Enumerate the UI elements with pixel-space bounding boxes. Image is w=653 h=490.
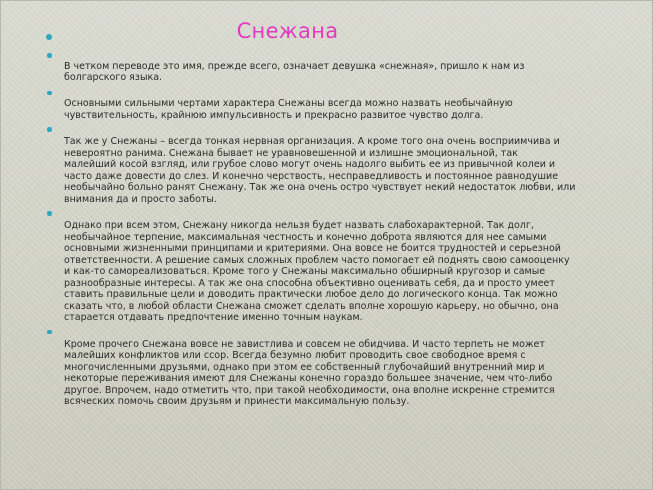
empty-bullet-item (46, 324, 618, 339)
paragraph-text: Однако при всем этом, Снежану никогда нельзя будет назвать слабохарактерной. Так долг, необычайное терпение, максимальная честность и конечно доброта являются для нее самыми основными жизненными принципами и критериями. Она вовсе не боится трудностей и серьезной ответственности. А решение самых сложных проблем часто помогает ей поднять свою самооценку и как-то самореализоваться. Кроме того у Снежаны максимально обширный кругозор и самые разнообразные интересы. А так же она способна объективно оценивать себя, да и просто умеет ставить правильные цели и доводить практически любое дело до логического конца. Так можно сказать что, в любой области Снежана сможет сделать вполне хорошую карьеру, но обычно, она старается отдавать предпочтение именно точным наукам. (64, 220, 570, 323)
empty-bullet-item (46, 121, 618, 136)
paragraph-sensitivity (46, 136, 618, 205)
paragraph-text: Основными сильными чертами характера Снежаны всегда можно назвать необычайную чувствительность, крайнюю импульсивность и прекрасно развитое чувство долга. (64, 98, 513, 121)
bullet-icon (47, 91, 52, 96)
paragraph-text: Кроме прочего Снежана вовсе не завистлива и совсем не обидчива. И часто терпеть не может малейших конфликтов или ссор. Всегда безумно любит проводить свое свободное время с многочисленными друзьями, однако при этом ее собственный глубочайший внутренний мир и некоторые переживания имеют для Снежаны конечно гораздо большее значение, чем что-либо другое. Впрочем, надо отметить что, при такой необходимости, она вполне искренне стремится всяческих помочь своим друзьям и принести максимальную пользу. (64, 338, 555, 407)
paragraph-character-traits (46, 87, 618, 122)
paragraph-text: Так же у Снежаны – всегда тонкая нервная организация. А кроме того она очень восприимчива и невероятно ранима. Снежана бывает не уравновешенной и излишне эмоциональной, так малейший косой взгляд, или грубое слово могут очень надолго выбить ее из привычной колеи и часто даже довести до слез. И конечно черствость, несправедливость и постоянное равнодушие необычайно больно ранят Снежану. Так же она очень остро чувствует некий недостаток любви, или внимания да и просто заботы. (64, 136, 576, 205)
paragraph-strength (46, 220, 618, 324)
paragraph-name-meaning (46, 49, 618, 84)
slide-title: Снежана (236, 19, 339, 43)
bullet-icon (47, 127, 52, 132)
bullet-icon (47, 330, 52, 335)
bullet-icon (47, 211, 52, 216)
empty-bullet-item (46, 205, 618, 220)
paragraph-friends (46, 339, 618, 408)
bullet-icon (47, 53, 52, 58)
paragraph-text: В четком переводе это имя, прежде всего, означает девушка «снежная», пришло к нам из болгарского языка. (64, 60, 525, 83)
slide-body (46, 49, 618, 408)
